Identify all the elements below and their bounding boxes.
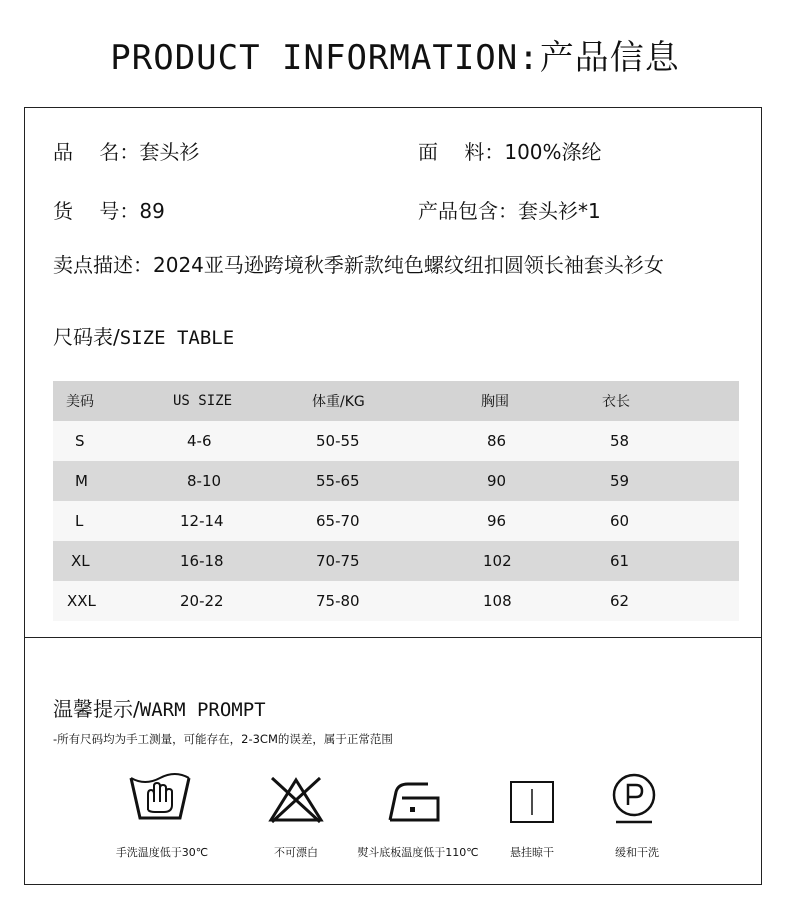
dry-clean-label: 缓和干洗 (615, 846, 659, 859)
column-header: 衣长 (602, 394, 630, 410)
table-row (53, 501, 739, 541)
table-cell: M (75, 472, 88, 490)
product-package (418, 195, 601, 224)
package-label: 产品包含： (418, 199, 518, 223)
warm-prompt-heading-en: WARM PROMPT (139, 699, 266, 721)
product-item-number (53, 195, 165, 224)
size-table (53, 381, 739, 621)
page-title: PRODUCT INFORMATION:产品信息 (110, 38, 680, 78)
table-cell: 8-10 (187, 472, 222, 490)
table-row (53, 581, 739, 621)
table-cell: 12-14 (180, 512, 224, 530)
item-number-value: 89 (139, 199, 165, 223)
table-cell: 16-18 (180, 552, 224, 570)
warm-prompt-heading-cn: 温馨提示/ (53, 697, 140, 721)
table-cell: 55-65 (316, 472, 360, 490)
iron-icon (386, 778, 444, 824)
table-cell: 58 (610, 432, 630, 450)
table-row (53, 541, 739, 581)
table-cell: 86 (487, 432, 507, 450)
no-bleach-icon (266, 774, 326, 824)
column-header: 美码 (66, 394, 94, 410)
table-cell: 75-80 (316, 592, 360, 610)
size-table-heading-cn: 尺码表/ (53, 325, 120, 349)
table-cell: 20-22 (180, 592, 224, 610)
table-cell: XXL (67, 592, 96, 610)
measurement-note: -所有尺码均为手工测量，可能存在，2-3CM的误差，属于正常范围 (53, 732, 393, 746)
table-row (53, 461, 739, 501)
product-name (53, 136, 199, 165)
table-row (53, 421, 739, 461)
table-cell: 96 (487, 512, 507, 530)
table-cell: XL (71, 552, 90, 570)
hand-wash-label: 手洗温度低于30℃ (115, 846, 209, 859)
table-cell: S (75, 432, 85, 450)
column-header: US SIZE (173, 393, 233, 409)
hang-dry-label: 悬挂晾干 (510, 846, 554, 859)
table-cell: 4-6 (187, 432, 212, 450)
hang-dry-icon (508, 779, 556, 825)
table-cell: 65-70 (316, 512, 360, 530)
product-name-value: 套头衫 (139, 140, 200, 164)
column-header: 体重/KG (312, 394, 365, 410)
product-fabric (418, 136, 602, 165)
description-value: 2024亚马逊跨境秋季新款纯色螺纹纽扣圆领长袖套头衫女 (153, 253, 664, 277)
item-number-label: 货 号： (53, 199, 140, 223)
column-header: 胸围 (481, 394, 509, 410)
product-description (53, 249, 664, 278)
warm-prompt-heading (53, 693, 266, 722)
fabric-value: 100%涤纶 (504, 140, 602, 164)
package-value: 套头衫*1 (518, 199, 601, 223)
table-cell: 70-75 (316, 552, 360, 570)
table-cell: 50-55 (316, 432, 360, 450)
table-cell: 59 (610, 472, 630, 490)
table-cell: 102 (483, 552, 512, 570)
table-cell: L (75, 512, 84, 530)
table-cell: 108 (483, 592, 512, 610)
size-table-heading (53, 321, 234, 350)
no-bleach-label: 不可漂白 (274, 846, 318, 859)
hand-wash-icon (128, 772, 192, 824)
table-cell: 61 (610, 552, 630, 570)
table-cell: 60 (610, 512, 630, 530)
dry-clean-p-icon (608, 772, 660, 826)
product-name-label: 品 名： (53, 140, 140, 164)
size-table-heading-en: SIZE TABLE (119, 327, 235, 349)
fabric-label: 面 料： (418, 140, 505, 164)
table-cell: 90 (487, 472, 507, 490)
table-cell: 62 (610, 592, 630, 610)
iron-label: 熨斗底板温度低于110℃ (357, 846, 479, 859)
description-label: 卖点描述： (53, 253, 153, 277)
table-header-row (53, 381, 739, 421)
